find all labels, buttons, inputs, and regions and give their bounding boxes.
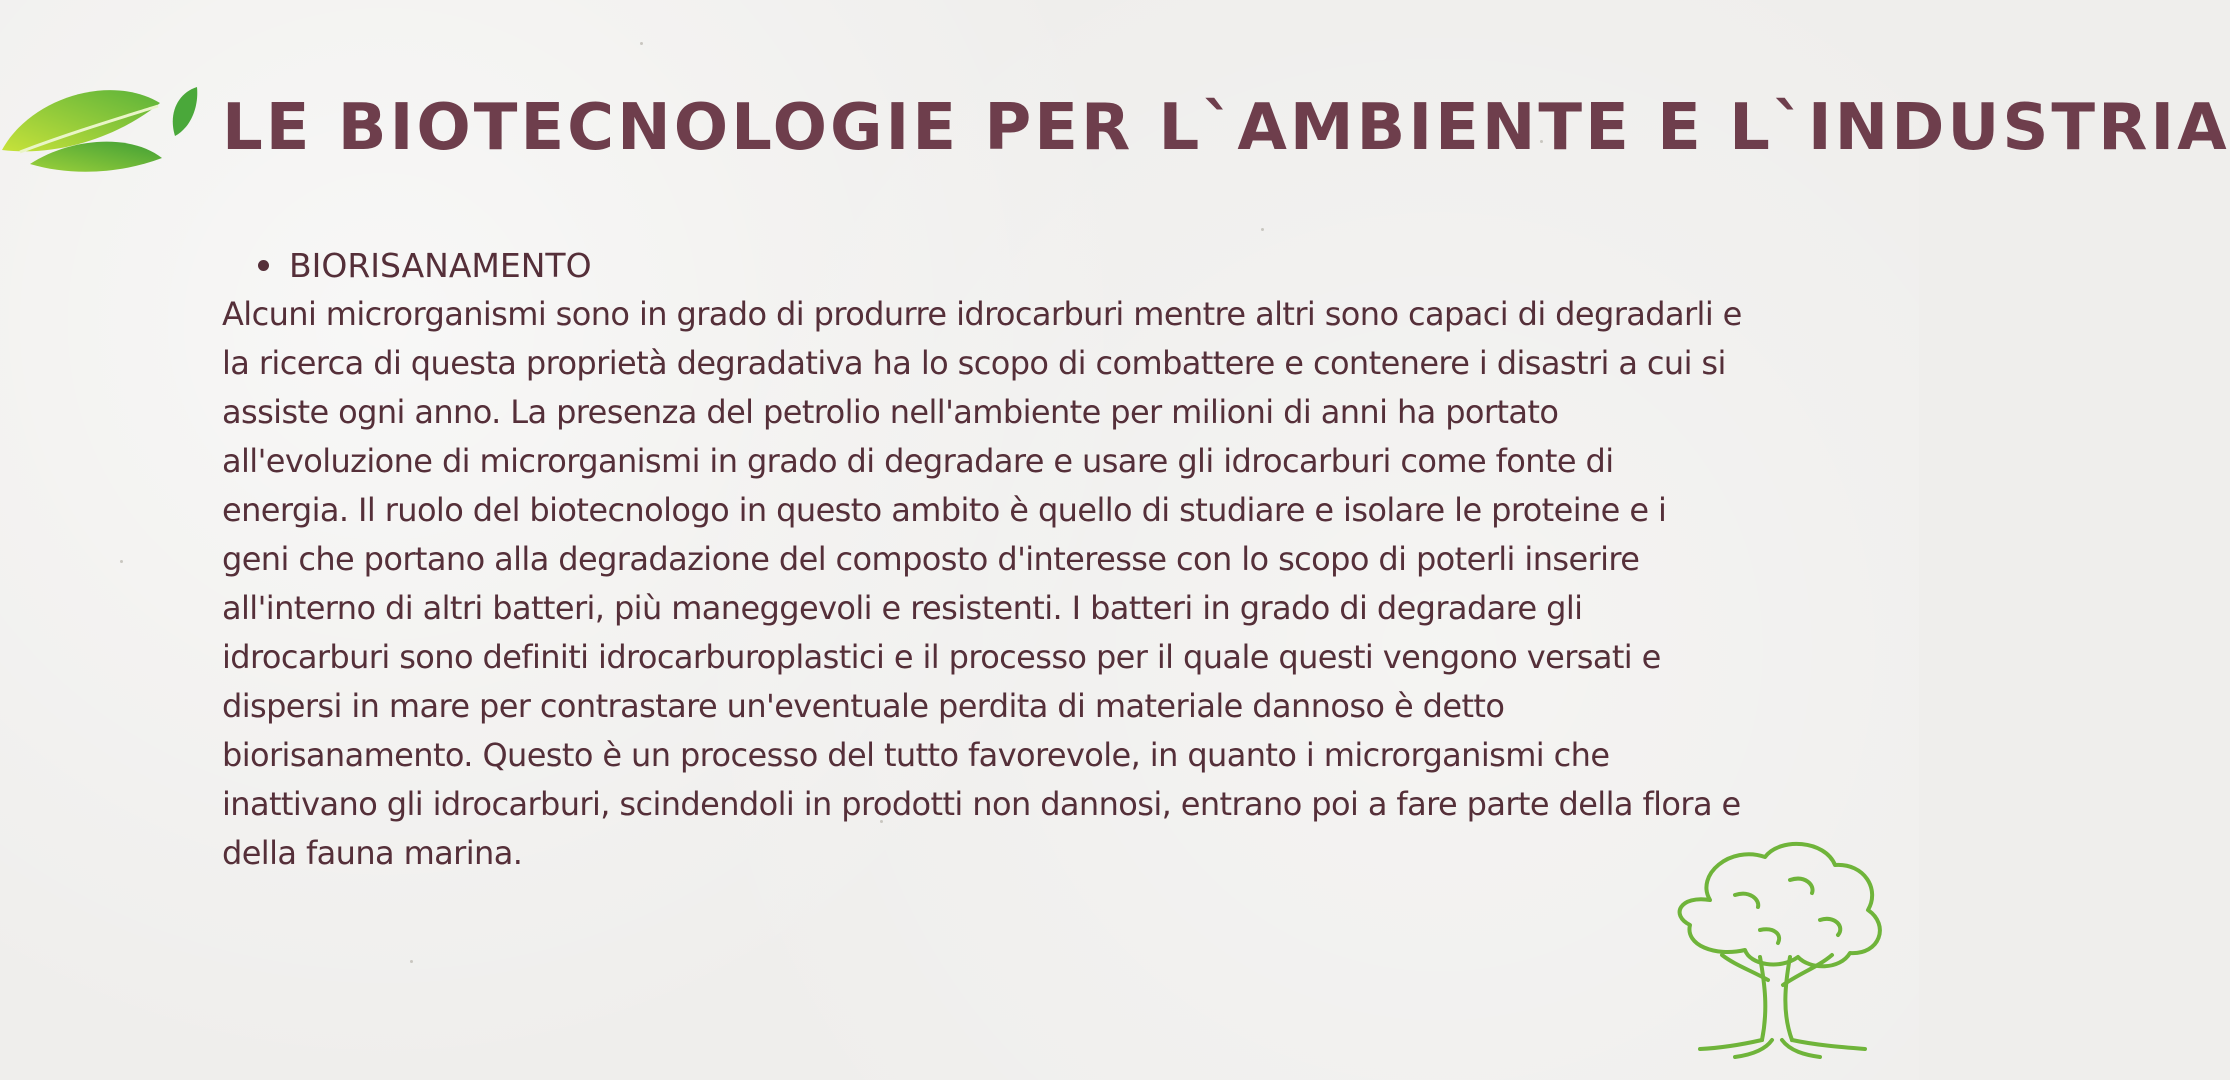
slide-title: LE BIOTECNOLOGIE PER L`AMBIENTE E L`INDUSTRIA	[222, 91, 2230, 165]
bullet-point-icon	[258, 260, 269, 271]
body-paragraph: Alcuni microrganismi sono in grado di produrre idrocarburi mentre altri sono capaci di degradarli e la ricerca di questa proprietà degradativa ha lo scopo di combattere e contenere i disastri a cui si assiste ogni anno. La presenza del petrolio nell'ambiente per milioni di anni ha portato all'evoluzione di microrganismi in grado di degradare e usare gli idrocarburi come fonte di energia. Il ruolo del biotecnologo in questo ambito è quello di studiare e isolare le proteine e i geni che portano alla degradazione del composto d'interesse con lo scopo di poterli inserire all'interno di altri batteri, più maneggevoli e resistenti. I batteri in grado di degradare gli idrocarburi sono definiti idrocarburoplastici e il processo per il quale questi vengono versati e dispersi in mare per contrastare un'eventuale perdita di materiale dannoso è detto biorisanamento. Questo è un processo del tutto favorevole, in quanto i microrganismi che inattivano gli idrocarburi, scindendoli in prodotti non dannosi, entrano poi a fare parte della flora e della fauna marina.	[222, 295, 1742, 872]
paper-speck	[410, 960, 413, 963]
leaf-icon	[0, 78, 200, 178]
slide-content	[222, 240, 1742, 878]
tree-icon	[1640, 835, 1900, 1060]
paper-speck	[120, 560, 123, 563]
bullet-item	[258, 240, 1742, 290]
bullet-heading: BIORISANAMENTO	[289, 245, 592, 285]
paper-speck	[1261, 228, 1264, 231]
paper-speck	[640, 42, 643, 45]
